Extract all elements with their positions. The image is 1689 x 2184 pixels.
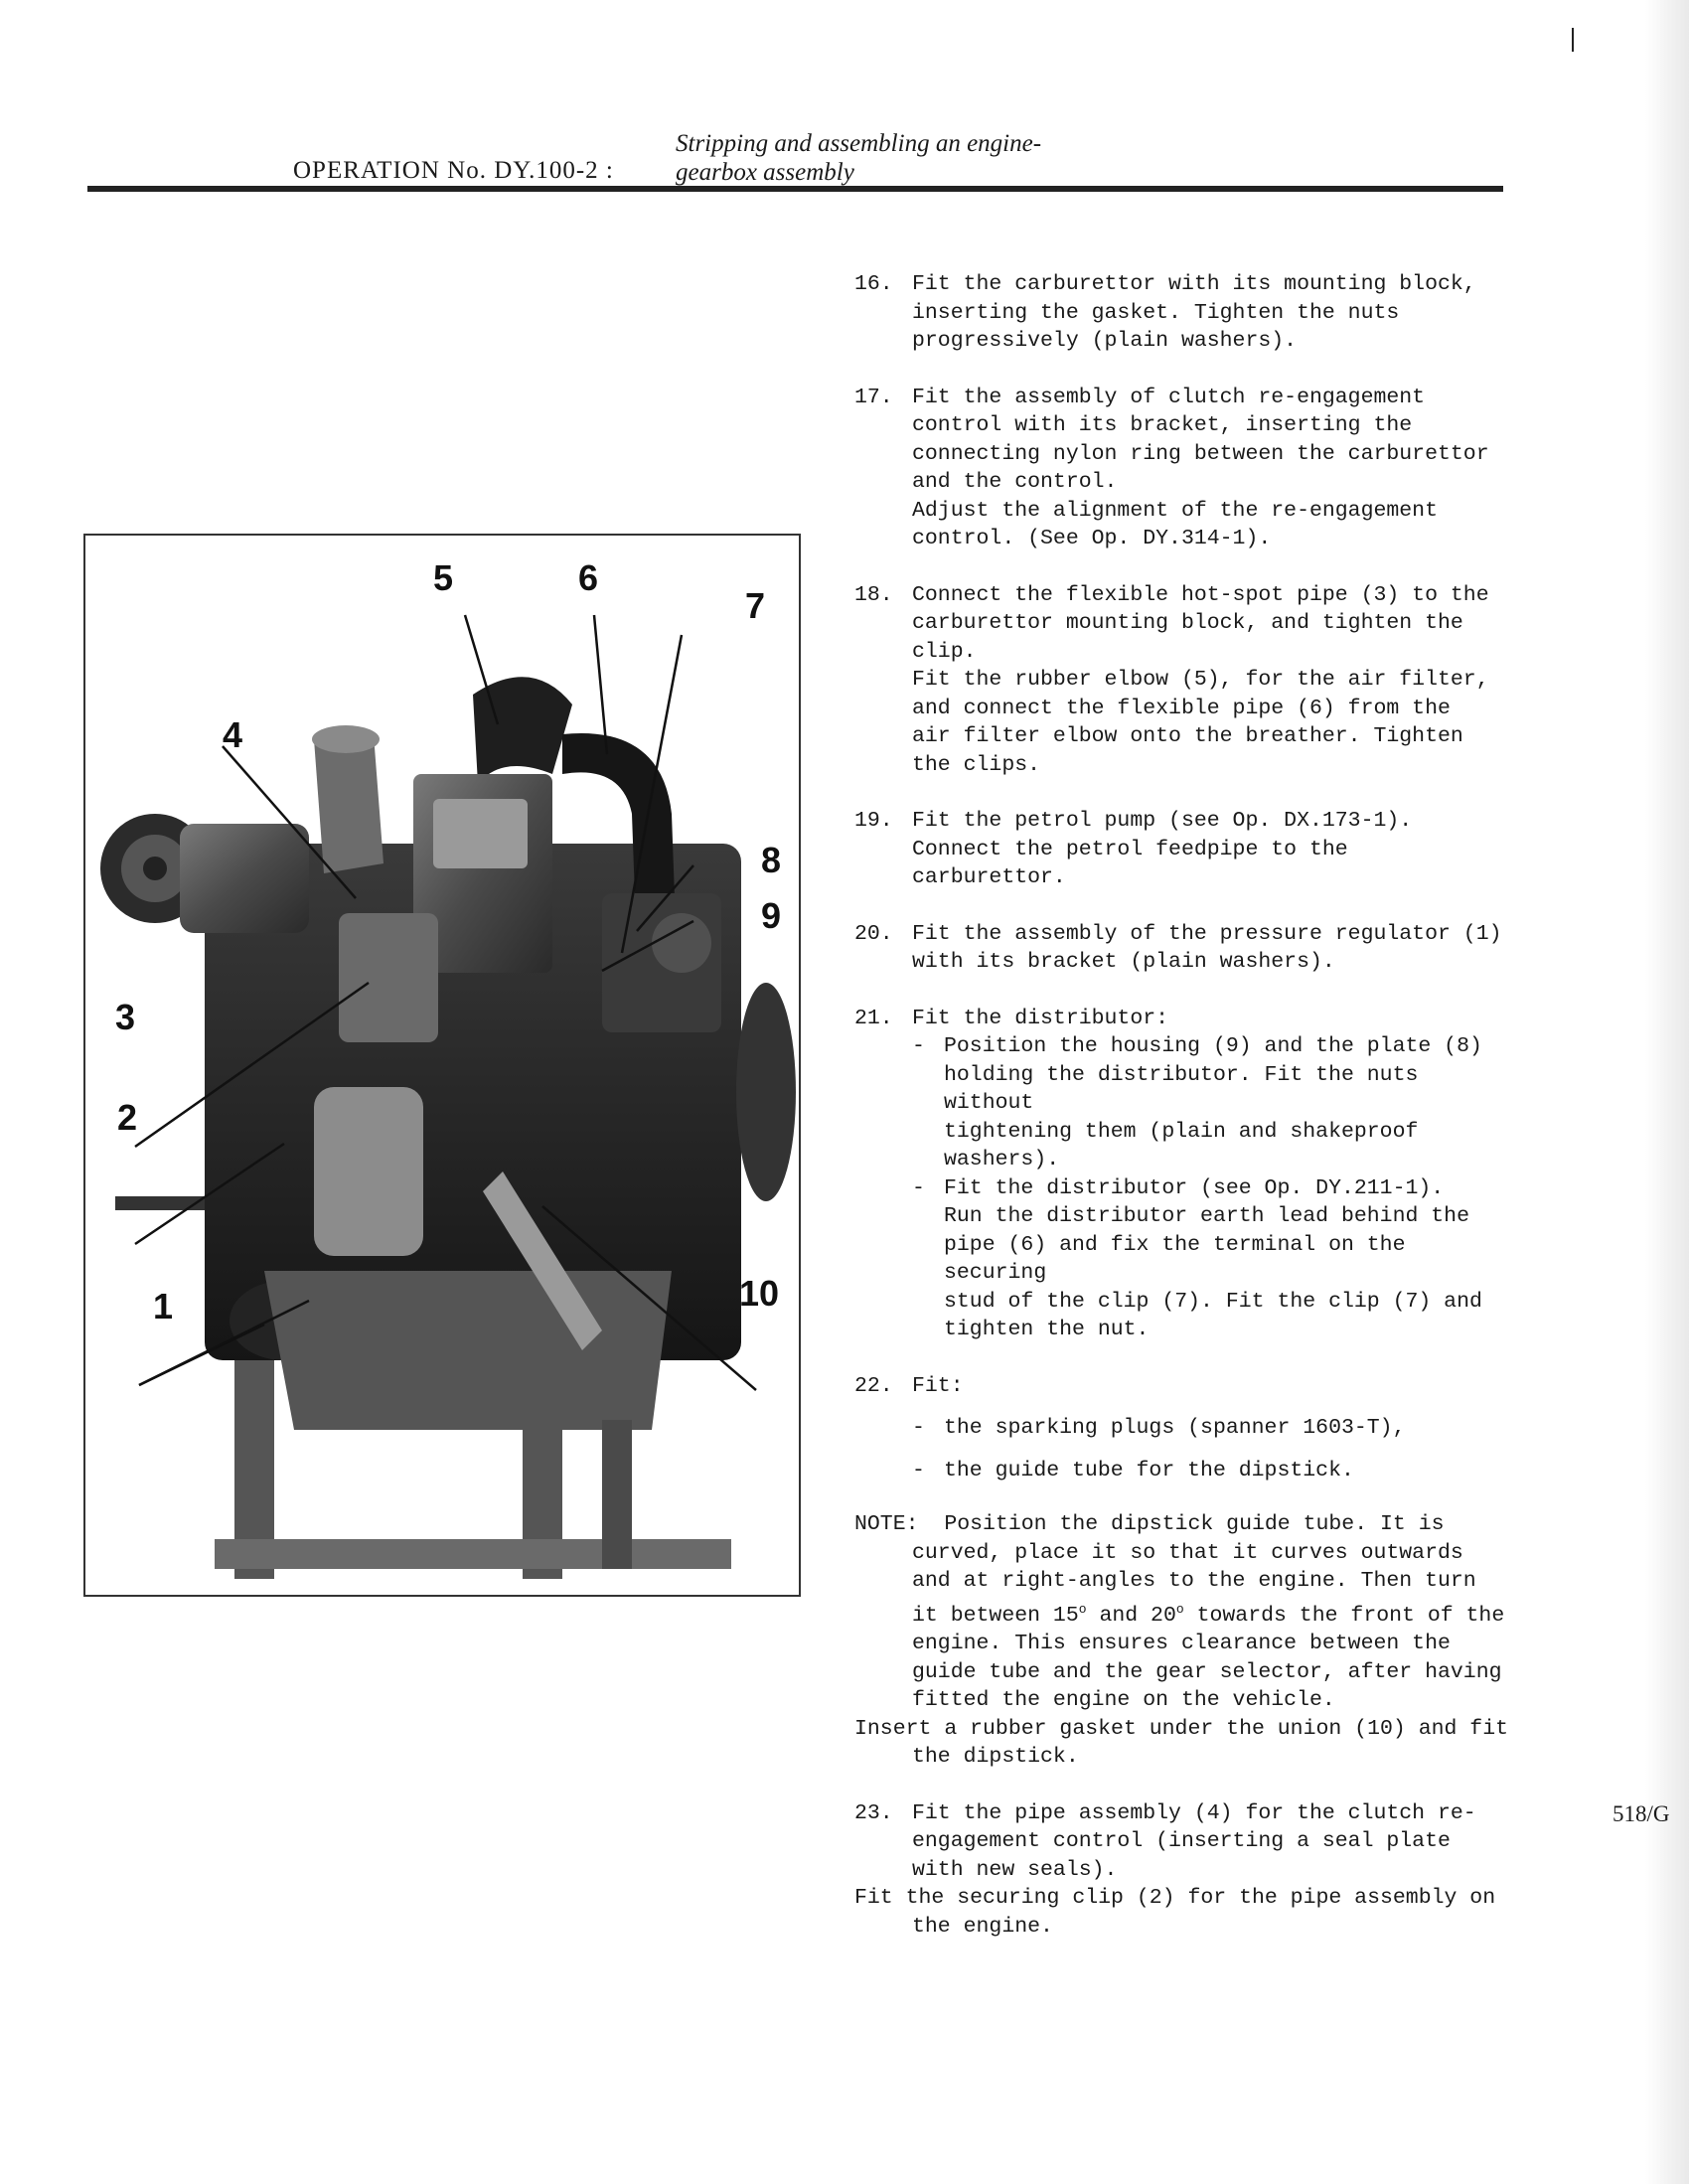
step-22-item-2: - the guide tube for the dipstick.	[912, 1458, 1354, 1482]
step-21-sub-1: - Position the housing (9) and the plate (8) holding the distributor. Fit the nuts without tightening them (plain and shakeproof washers).	[912, 1034, 1482, 1171]
step-22-item-1: - the sparking plugs (spanner 1603-T),	[912, 1416, 1406, 1440]
callout-10: 10	[739, 1273, 780, 1314]
page-code: 518/G	[1612, 1801, 1670, 1826]
page-marker	[1572, 28, 1574, 52]
step-19: 19. Fit the petrol pump (see Op. DX.173-1). Connect the petrol feedpipe to the carburettor.	[854, 809, 1413, 889]
scan-edge	[1645, 0, 1689, 2184]
step-18: 18. Connect the flexible hot-spot pipe (3) to the carburettor mounting block, and tighten the clip. Fit the rubber elbow (5), for the air filter, and connect the flexible pipe (6) from the air filter elbow onto the breather. Tighten the clips.	[854, 582, 1489, 777]
step-16: 16. Fit the carburettor with its mounting block, inserting the gasket. Tighten the nuts progressively (plain washers).	[854, 272, 1476, 353]
callout-3: 3	[115, 997, 136, 1037]
header-rule	[87, 186, 1503, 192]
instructions-column: 16. Fit the carburettor with its mounting block, inserting the gasket. Tighten the nuts progressively (plain washers). 17. Fit the assembly of clutch re-engagement control with its bracket, inserting the connecting nylon ring between the carburettor and the control. Adjust the alignment of the re-engagement control. (See Op. DY.314-1). 18. Connect the flexible hot-spot pipe (3) to the carburettor mounting block, and tighten the clip. Fit the rubber elbow (5), for the air filter, and connect the flexible pipe (6) from the air filter elbow onto the breather. Tighten the clips. 19. Fit the petrol pump (see Op. DX.173-1). Connect the petrol feedpipe to the carburettor. 20. Fit the assembly of the pressure regulator (1) with its bracket (plain washers). 21. Fit the distributor: - Position the housing (9) and the plate (8) holding the distributor. Fit the nuts without tightening them (plain and shakeproof washers). - Fit the distributor (see Op. DY.211-1). Run the distributor earth lead behind the pipe (6) and fix the terminal on the securing stud of the clip (7). Fit the clip (7) and tighten the nut. 22. Fit: - the sparking plugs (spanner 1603-T), - the guide tube for the dipstick. NOTE: Position the dipstick guide tube. It is curved, place it so that it curves outwards and at right-angles to the engine. Then turn it between 15$^o$ and 20$^o$ towards the front of the engine. This ensures clearance between the guide tube and the gear selector, after having fitted the engine on the vehicle. Insert a rubber gasket under the union (10) and fit the dipstick. 23. Fit the pipe assembly (4) for the clutch re- engagement control (inserting a seal plate with new seals). Fit the securing clip (2) for the pipe assembly on the engine.	[854, 272, 1509, 1939]
step-20: 20. Fit the assembly of the pressure regulator (1) with its bracket (plain washers).	[854, 921, 1502, 974]
step-21-sub-2: - Fit the distributor (see Op. DY.211-1). Run the distributor earth lead behind the pipe (6) and fix the terminal on the securing stud of the clip (7). Fit the clip (7) and tighten the nut.	[912, 1175, 1482, 1341]
step-23-tail: Fit the securing clip (2) for the pipe assembly on	[854, 1886, 1496, 1911]
engine-illustration	[85, 536, 799, 1595]
callout-2: 2	[117, 1097, 138, 1138]
page-title: Stripping and assembling an engine- gearbox assembly	[676, 130, 1042, 186]
callout-7: 7	[745, 585, 766, 626]
callout-6: 6	[578, 557, 599, 598]
engine-figure	[83, 534, 801, 1597]
callout-8: 8	[761, 840, 782, 880]
callout-9: 9	[761, 895, 782, 936]
step-17: 17. Fit the assembly of clutch re-engagement control with its bracket, inserting the connecting nylon ring between the carburettor and the control. Adjust the alignment of the re-engagement control. (See Op. DY.314-1).	[854, 385, 1489, 550]
callout-1: 1	[153, 1286, 174, 1326]
note-block: NOTE: Position the dipstick guide tube. It is curved, place it so that it curves outwards and at right-angles to the engine. Then turn it between 15$^o$ and 20$^o$ towards the front of the engine. This ensures clearance between the guide tube and the gear selector, after having fitted the engine on the vehicle. Insert a rubber gasket under the union (10) and fit the dipstick.	[854, 1512, 1509, 1770]
step-23: 23. Fit the pipe assembly (4) for the clutch re- engagement control (inserting a seal plate with new seals).	[854, 1800, 1476, 1882]
step-21: 21. Fit the distributor: - Position the housing (9) and the plate (8) holding the distributor. Fit the nuts without tightening them (plain and shakeproof washers). - Fit the distributor (see Op. DY.211-1). Run the distributor earth lead behind the pipe (6) and fix the terminal on the securing stud of the clip (7). Fit the clip (7) and tighten the nut.	[854, 1005, 1510, 1344]
callout-4: 4	[223, 714, 243, 755]
step-22: 22. Fit: - the sparking plugs (spanner 1603-T), - the guide tube for the dipstick.	[854, 1372, 1510, 1485]
operation-number: OPERATION No. DY.100-2 :	[293, 157, 614, 184]
callout-5: 5	[433, 557, 454, 598]
